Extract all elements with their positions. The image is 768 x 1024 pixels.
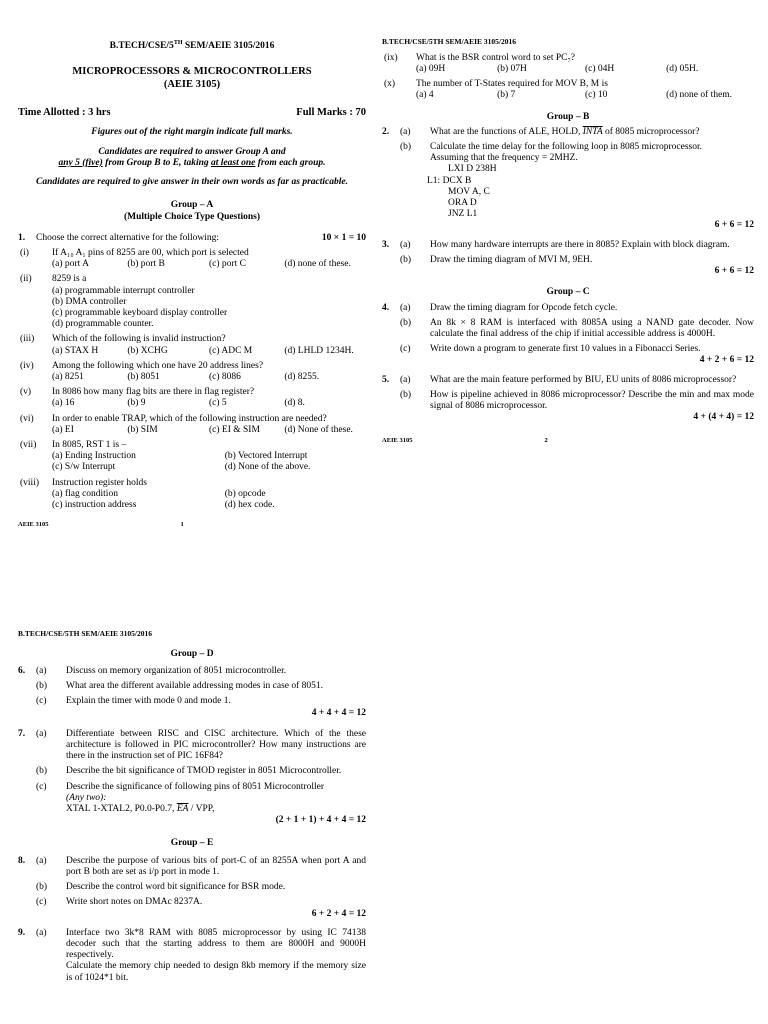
q3b-text: Draw the timing diagram of MVI M, 9EH.: [430, 254, 593, 265]
mcq-body: [52, 334, 366, 356]
mcq-question-text: If A₁₀ A₁ pins of 8255 are 00, which port is selected: [52, 247, 249, 258]
mcq-question-text: Instruction register holds: [52, 477, 147, 488]
q6-number: 6.: [18, 666, 26, 677]
mcq-body: [52, 387, 366, 409]
q1-text: Choose the correct alternative for the following:: [36, 232, 220, 243]
question-8a: [18, 856, 366, 878]
mcq-option: (c) EI & SIM: [208, 424, 260, 435]
q7c-label: (c): [36, 781, 47, 792]
footer-page-number: 2: [544, 437, 548, 445]
question-7b: [18, 766, 366, 777]
mcq-option: (d) none of them.: [666, 90, 733, 101]
question-6a: [18, 666, 366, 677]
mcq-number: (v): [20, 387, 32, 398]
question-3a: [382, 240, 754, 251]
mcq-option: (b) 07H: [497, 64, 527, 75]
mcq-options: [52, 346, 366, 357]
mcq-body: [52, 274, 366, 330]
q2b-text-2: Assuming that the frequency = 2MHZ.: [430, 153, 578, 164]
code-line: ORA D: [448, 198, 477, 209]
mcq-number: (vii): [20, 439, 37, 450]
inst-from-groups: from Group B to E, taking: [102, 157, 211, 168]
mcq-options: [52, 451, 366, 473]
subject-title: MICROPROCESSORS & MICROCONTROLLERS: [72, 66, 312, 78]
mcq-number: (iv): [20, 360, 34, 371]
footer-page-number: 1: [180, 521, 184, 529]
q6-marks: 4 + 4 + 4 = 12: [311, 707, 366, 718]
q7a-text: Differentiate between RISC and CISC architecture. Which of the these architecture is followed in PIC microcontroller? How many instructions are there in the instruction set of PIC 16F84?: [66, 728, 366, 762]
question-4a: [382, 303, 754, 314]
q8a-text: Describe the purpose of various bits of port-C of an 8255A when port A and port B both are set as i/p port in mode 1.: [66, 855, 366, 877]
mcq-option: (b) port B: [127, 259, 165, 270]
q7c-text: Describe the significance of following pins of 8051 Microcontroller: [66, 781, 325, 792]
mcq-options: [52, 259, 366, 270]
mcq-option: (d) None of the above.: [224, 462, 311, 473]
mcq-question-text: The number of T-States required for MOV B, M is: [416, 79, 608, 90]
mcq-number: (ii): [20, 274, 32, 285]
q5a-label: (a): [400, 374, 411, 385]
q7-marks: (2 + 1 + 1) + 4 + 4 = 12: [275, 815, 366, 826]
q6c-label: (c): [36, 696, 47, 707]
q7c-pins: [66, 804, 366, 815]
mcq-option: (a) 09H: [416, 64, 446, 75]
mcq-options: [52, 372, 366, 383]
q8c-text: Write short notes on DMAc 8237A.: [66, 897, 203, 908]
mcq-body: [52, 414, 366, 436]
q7b-label: (b): [36, 766, 48, 777]
mcq-option: (d) 05H.: [666, 64, 699, 75]
mcq-question: [18, 414, 366, 436]
mcq-option: (a) 16: [52, 398, 75, 409]
mcq-question-text: In 8086 how many flag bits are there in flag register?: [52, 387, 255, 398]
mcq-body: [52, 248, 366, 270]
q5a-text: What are the main feature performed by BIU, EU units of 8086 microprocessor?: [430, 374, 737, 385]
mcq-option: (a) port A: [52, 259, 89, 270]
question-7a: [18, 729, 366, 763]
inta-signal: INTA: [582, 126, 603, 137]
mcq-list-2: [382, 53, 754, 102]
mcq-option: (b) 9: [127, 398, 146, 409]
mcq-option: (b) 7: [497, 90, 516, 101]
mcq-option: (d) 8255.: [284, 371, 320, 382]
inst-each-group: from each group.: [255, 157, 326, 168]
mcq-option: (d) 8.: [284, 398, 305, 409]
mcq-option: (c) 04H: [584, 64, 615, 75]
instruction-2a: Candidates are required to answer Group A and: [98, 146, 286, 157]
mcq-options: [52, 489, 366, 511]
group-a-title: Group – A: [170, 200, 214, 211]
mcq-option: (d) None of these.: [284, 424, 353, 435]
q2b-text: Calculate the time delay for the following loop in 8085 microprocessor.: [430, 142, 703, 153]
q2a-text: [430, 127, 754, 138]
question-4b: [382, 318, 754, 340]
mcq-number: (viii): [20, 477, 39, 488]
mcq-option: (b) opcode: [224, 488, 266, 499]
header-suffix: SEM/AEIE 3105/2016: [182, 41, 275, 52]
mcq-body: [52, 440, 366, 474]
q7c-pins-1: XTAL 1-XTAL2, P0.0-P0.7,: [66, 804, 177, 815]
mcq-question: [18, 334, 366, 356]
header-prefix: B.TECH/CSE/5: [109, 41, 174, 52]
q7b-text: Describe the bit significance of TMOD register in 8051 Microcontroller.: [66, 766, 342, 777]
footer-code: AEIE 3105: [382, 437, 413, 445]
q3a-label: (a): [400, 239, 411, 250]
q4c-label: (c): [400, 344, 411, 355]
header-sup: TH: [173, 40, 183, 46]
mcq-option: (c) 8086: [208, 371, 241, 382]
mcq-option: (c) programmable keyboard display controller: [52, 307, 228, 318]
group-d-title: Group – D: [170, 648, 214, 659]
mcq-question-text: In 8085, RST 1 is –: [52, 439, 127, 450]
question-7c: [18, 782, 366, 816]
mcq-option: (b) Vectored Interrupt: [224, 451, 308, 462]
q8b-text: Describe the control word bit significance for BSR mode.: [66, 882, 286, 893]
mcq-option: (c) S/w Interrupt: [52, 462, 116, 473]
code-line: L1: DCX B: [427, 175, 472, 186]
code-line: MOV A, C: [448, 186, 490, 197]
q4b-text: An 8k × 8 RAM is interfaced with 8085A using a NAND gate decoder. Now calculate the final address of the chip if initial accessible address is 4000H.: [430, 317, 754, 339]
q9a-label: (a): [36, 927, 47, 938]
mcq-number: (i): [20, 247, 29, 258]
q9-number: 9.: [18, 927, 26, 938]
question-3b: [382, 255, 754, 266]
q6c-text: Explain the timer with mode 0 and mode 1.: [66, 696, 231, 707]
q4c-text: Write down a program to generate first 10 values in a Fibonacci Series.: [430, 344, 701, 355]
mcq-option: (b) 8051: [127, 371, 160, 382]
q1-number: 1.: [18, 232, 26, 243]
q8a-label: (a): [36, 855, 47, 866]
mcq-options: [52, 286, 366, 331]
ea-signal: $\overline{EA}$: [176, 804, 189, 815]
q2b-label: (b): [400, 142, 412, 153]
mcq-option: (d) none of these.: [284, 259, 351, 270]
q2-marks: 6 + 6 = 12: [714, 220, 754, 231]
mcq-body: [52, 361, 366, 383]
mcq-question-text: Among the following which one have 20 address lines?: [52, 360, 264, 371]
mcq-question-text: 8259 is a: [52, 274, 87, 285]
q6b-text: What area the different available addressing modes in case of 8051.: [66, 681, 324, 692]
mcq-option: (a) EI: [52, 424, 74, 435]
full-marks: Full Marks : 70: [296, 107, 366, 119]
mcq-option: (a) 4: [416, 90, 434, 101]
mcq-options: [416, 64, 754, 75]
q6a-label: (a): [36, 666, 47, 677]
mcq-option: (a) 8251: [52, 371, 84, 382]
q3-marks: 6 + 6 = 12: [714, 266, 754, 277]
mcq-body: [416, 79, 754, 101]
question-4c: [382, 344, 754, 355]
question-6c: [18, 696, 366, 707]
mcq-number: (ix): [384, 52, 398, 63]
mcq-option: (c) instruction address: [52, 499, 137, 510]
mcq-options: [416, 90, 754, 101]
mcq-question: [18, 274, 366, 330]
inst-any-five: any 5 (five): [58, 157, 103, 168]
q2-number: 2.: [382, 126, 390, 137]
q3b-label: (b): [400, 254, 412, 265]
q3-number: 3.: [382, 239, 390, 250]
q9a-text: Interface two 3k*8 RAM with 8085 microprocessor by using IC 74138 decoder such that the starting address to them are 8000H and 9000H respectively.: [66, 927, 366, 961]
q5-marks: 4 + (4 + 4) = 12: [693, 412, 754, 423]
mcq-options: [52, 425, 366, 436]
mcq-question-text: Which of the following is invalid instruction?: [52, 334, 226, 345]
mcq-option: (c) 5: [208, 398, 227, 409]
page-2-header: B.TECH/CSE/5TH SEM/AEIE 3105/2016: [382, 37, 516, 46]
mcq-question-text: What is the BSR control word to set PC₇?: [416, 52, 575, 63]
q4b-label: (b): [400, 317, 412, 328]
mcq-option: (a) Ending Instruction: [52, 451, 136, 462]
q5b-text: How is pipeline achieved in 8086 microprocessor? Describe the min and max mode signal of 8086 microprocessor.: [430, 389, 754, 411]
mcq-option: (c) port C: [208, 259, 246, 270]
mcq-number: (iii): [20, 334, 35, 345]
q2a-label: (a): [400, 126, 411, 137]
group-e-title: Group – E: [170, 838, 214, 849]
question-9a: [18, 928, 366, 984]
q8b-label: (b): [36, 882, 48, 893]
page-3-header: B.TECH/CSE/5TH SEM/AEIE 3105/2016: [18, 629, 152, 638]
mcq-number: (x): [384, 79, 396, 90]
q8-number: 8.: [18, 855, 26, 866]
time-marks-row: [18, 107, 366, 119]
q4a-label: (a): [400, 302, 411, 313]
group-b-title: Group – B: [546, 111, 590, 122]
mcq-question: [18, 478, 366, 512]
page-1-header: [18, 40, 366, 52]
question-5b: [382, 390, 754, 412]
mcq-body: [52, 478, 366, 512]
mcq-option: (b) DMA controller: [52, 296, 127, 307]
page-2: [382, 38, 754, 445]
page-1: [18, 40, 366, 529]
question-2b: [382, 142, 754, 220]
q9a-text-2: Calculate the memory chip needed to design 8kb memory if the memory size is of 1024*1 bit.: [66, 961, 366, 983]
mcq-option: (a) flag condition: [52, 488, 118, 499]
code-line: LXI D 238H: [448, 164, 497, 175]
mcq-option: (a) STAX H: [52, 345, 99, 356]
q7c-pins-2: / VPP,: [188, 804, 215, 815]
mcq-question: [18, 361, 366, 383]
subject-code: (AEIE 3105): [163, 78, 221, 90]
question-1: [18, 233, 366, 244]
mcq-question: [18, 387, 366, 409]
q2a-text-2: of 8085 microprocessor?: [602, 126, 700, 137]
q9a-body: [66, 928, 366, 984]
question-8b: [18, 882, 366, 893]
mcq-question: [18, 248, 366, 270]
question-6b: [18, 681, 366, 692]
q8c-label: (c): [36, 897, 47, 908]
mcq-options: [52, 398, 366, 409]
mcq-body: [416, 53, 754, 75]
question-2a: [382, 127, 754, 138]
question-5a: [382, 375, 754, 386]
instruction-2b: [18, 158, 366, 169]
q3a-text: How many hardware interrupts are there in 8085? Explain with block diagram.: [430, 239, 730, 250]
q6a-text: Discuss on memory organization of 8051 microcontroller.: [66, 666, 287, 677]
q4-marks: 4 + 2 + 6 = 12: [699, 355, 754, 366]
question-8c: [18, 897, 366, 908]
footer-code: AEIE 3105: [18, 521, 49, 529]
mcq-option: (c) 10: [584, 90, 608, 101]
q4a-text: Draw the timing diagram for Opcode fetch cycle.: [430, 302, 618, 313]
q6b-label: (b): [36, 681, 48, 692]
mcq-option: (b) XCHG: [127, 345, 168, 356]
q2b-body: [427, 142, 754, 220]
mcq-question-text: In order to enable TRAP, which of the following instruction are needed?: [52, 413, 327, 424]
group-a-subtitle: (Multiple Choice Type Questions): [123, 211, 261, 222]
time-allotted: Time Allotted : 3 hrs: [18, 107, 111, 119]
q5-number: 5.: [382, 374, 390, 385]
mcq-option: (d) programmable counter.: [52, 319, 154, 330]
q2a-text-1: What are the functions of ALE, HOLD,: [430, 126, 583, 137]
q7c-any-two: (Any two):: [66, 792, 107, 803]
q7-number: 7.: [18, 728, 26, 739]
instruction-3: Candidates are required to give answer in their own words as far as practicable.: [36, 177, 348, 188]
mcq-option: (d) LHLD 1234H.: [284, 345, 354, 356]
inst-at-least-one: at least one: [211, 157, 256, 168]
q7c-body: [66, 782, 366, 816]
page-1-footer: [18, 521, 366, 529]
group-c-title: Group – C: [546, 287, 590, 298]
mcq-question: [18, 440, 366, 474]
mcq-option: (d) hex code.: [224, 499, 275, 510]
q1-marks: 10 × 1 = 10: [321, 232, 366, 243]
mcq-option: (c) ADC M: [208, 345, 253, 356]
code-line: JNZ L1: [448, 209, 478, 220]
q5b-label: (b): [400, 389, 412, 400]
mcq-number: (vi): [20, 413, 34, 424]
mcq-question: [382, 53, 754, 75]
mcq-option: (a) programmable interrupt controller: [52, 285, 195, 296]
instruction-1: Figures out of the right margin indicate full marks.: [91, 127, 293, 138]
mcq-option: (b) SIM: [127, 424, 158, 435]
mcq-question: [382, 79, 754, 101]
page-2-footer: [382, 437, 754, 445]
q8-marks: 6 + 2 + 4 = 12: [311, 908, 366, 919]
mcq-list: [18, 248, 366, 511]
page-3: [18, 630, 366, 984]
q7a-label: (a): [36, 728, 47, 739]
q4-number: 4.: [382, 302, 390, 313]
